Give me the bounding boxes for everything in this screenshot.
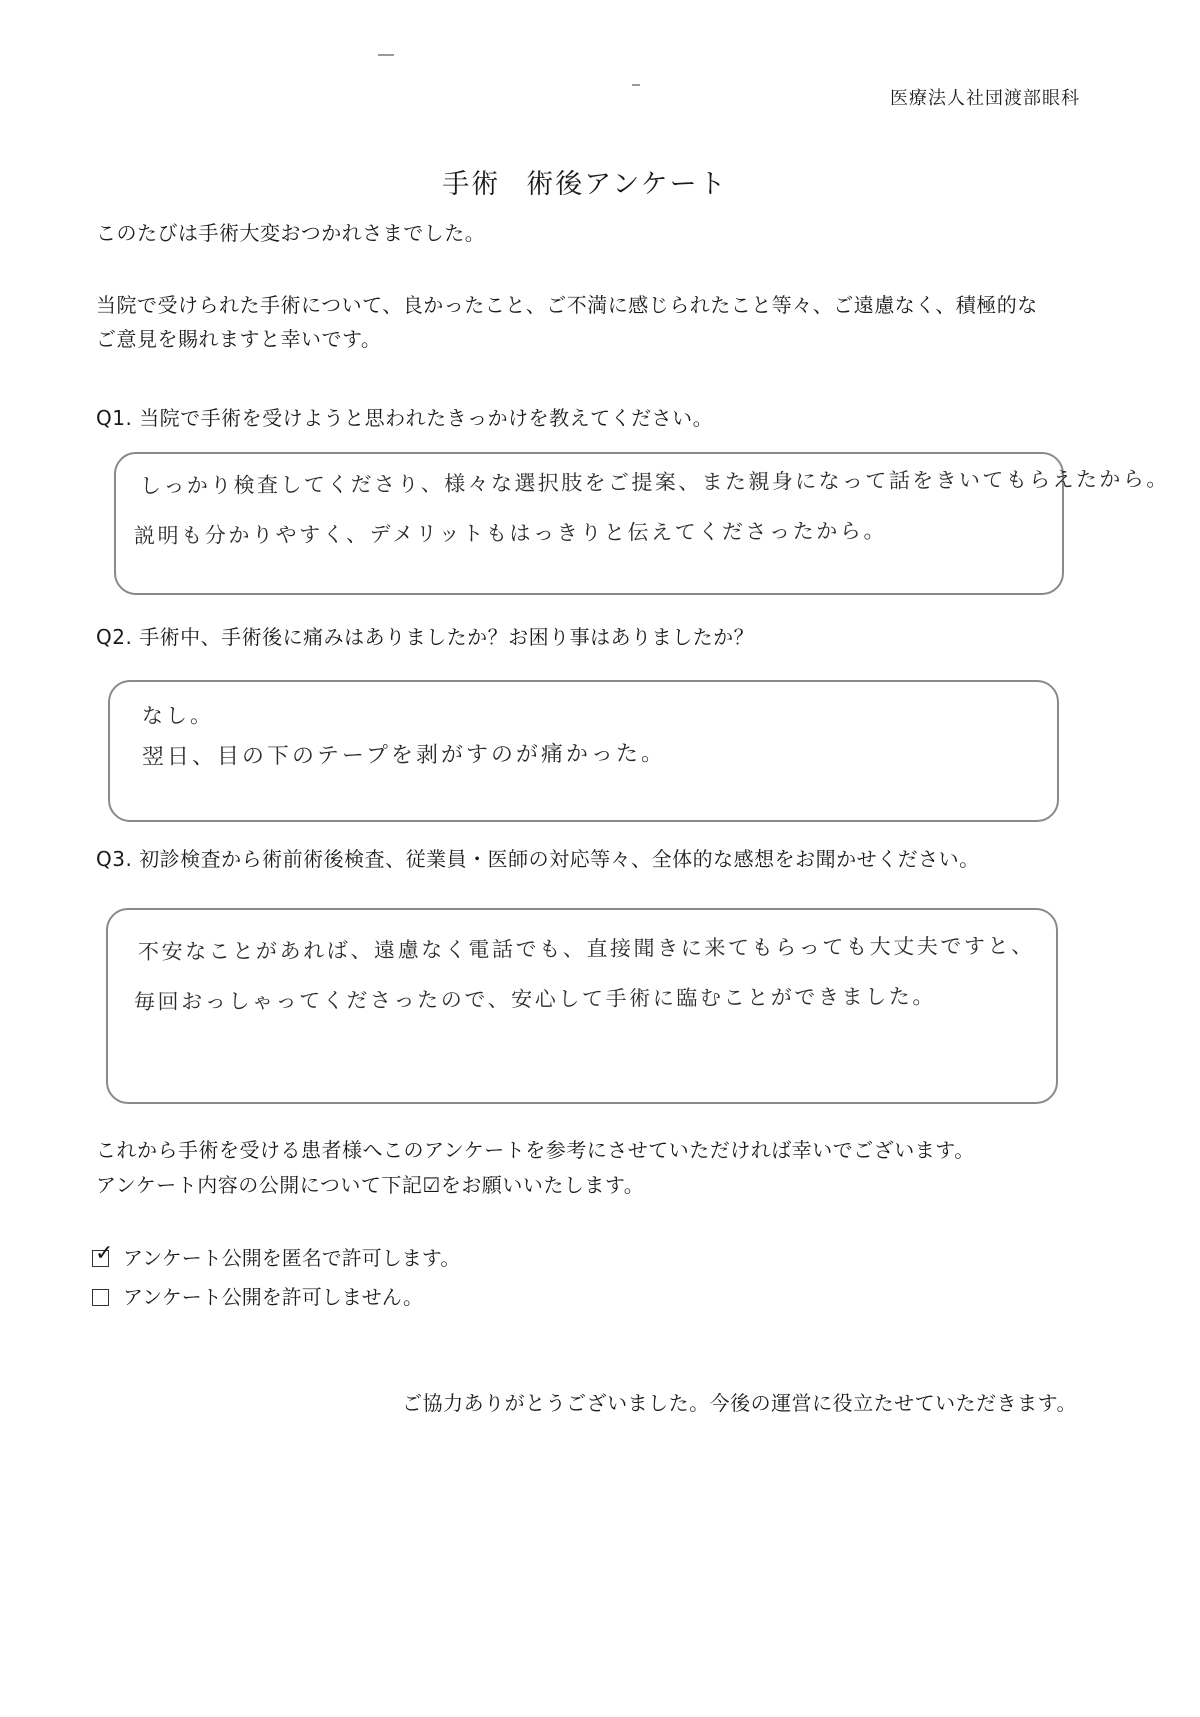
checkbox-checked-icon[interactable] [92, 1240, 114, 1267]
option-2-label: アンケート公開を許可しません。 [123, 1285, 423, 1309]
question-3-text: 初診検査から術前術後検査、従業員・医師の対応等々、全体的な感想をお聞かせください。 [139, 847, 980, 871]
scan-speck [378, 54, 394, 56]
scan-speck [632, 84, 640, 86]
intro-line-3: ご意見を賜れますと幸いです。 [96, 327, 382, 351]
question-2-text: 手術中、手術後に痛みはありましたか？お困り事はありましたか？ [139, 625, 755, 649]
intro-line-1: このたびは手術大変おつかれさまでした。 [96, 221, 486, 245]
answer-3-line-1: 不安なことがあれば、遠慮なく電話でも、直接聞きに来てもらっても大丈夫ですと、 [137, 933, 1035, 964]
title-part-1: 手術 [442, 169, 501, 200]
option-1-label: アンケート公開を匿名で許可します。 [123, 1246, 461, 1270]
question-1-text: 当院で手術を受けようと思われたきっかけを教えてください。 [139, 406, 714, 430]
answer-3-line-2: 毎回おっしゃってくださったので、安心して手術に臨むことができました。 [133, 984, 937, 1014]
closing-line-2: アンケート内容の公開について下記☑をお願いいたします。 [96, 1173, 645, 1197]
answer-1-line-2: 説明も分かりやすく、デメリットもはっきりと伝えてくださったから。 [133, 518, 888, 548]
option-anonymous-permit[interactable] [92, 1240, 461, 1273]
question-1 [96, 401, 713, 435]
question-1-label: Q1. [96, 406, 133, 430]
closing-line-1: これから手術を受ける患者様へこのアンケートを参考にさせていただければ幸いでございます。 [96, 1138, 975, 1162]
page-title [0, 162, 1170, 201]
checkmark-icon: ✓ [95, 1240, 114, 1266]
thanks-message: ご協力ありがとうございました。今後の運営に役立たせていただきます。 [402, 1391, 1077, 1415]
option-deny[interactable] [92, 1282, 423, 1312]
question-3 [96, 842, 980, 876]
question-2 [96, 620, 754, 654]
organization-name: 医療法人社団渡部眼科 [890, 88, 1080, 109]
intro-line-2: 当院で受けられた手術について、良かったこと、ご不満に感じられたこと等々、ご遠慮なく、積極的な [96, 293, 1038, 317]
question-3-label: Q3. [96, 847, 133, 871]
question-2-label: Q2. [96, 625, 133, 649]
answer-2-line-2: 翌日、目の下のテープを剥がすのが痛かった。 [141, 741, 666, 770]
checkbox-unchecked-icon[interactable] [92, 1289, 109, 1306]
answer-1-line-1: しっかり検査してくださり、様々な選択肢をご提案、また親身になって話をきいてもらえたから。 [139, 466, 1170, 498]
answer-2-line-1: なし。 [141, 703, 215, 728]
title-part-2: 術後アンケート [526, 169, 728, 200]
intro-paragraph [96, 288, 1038, 356]
